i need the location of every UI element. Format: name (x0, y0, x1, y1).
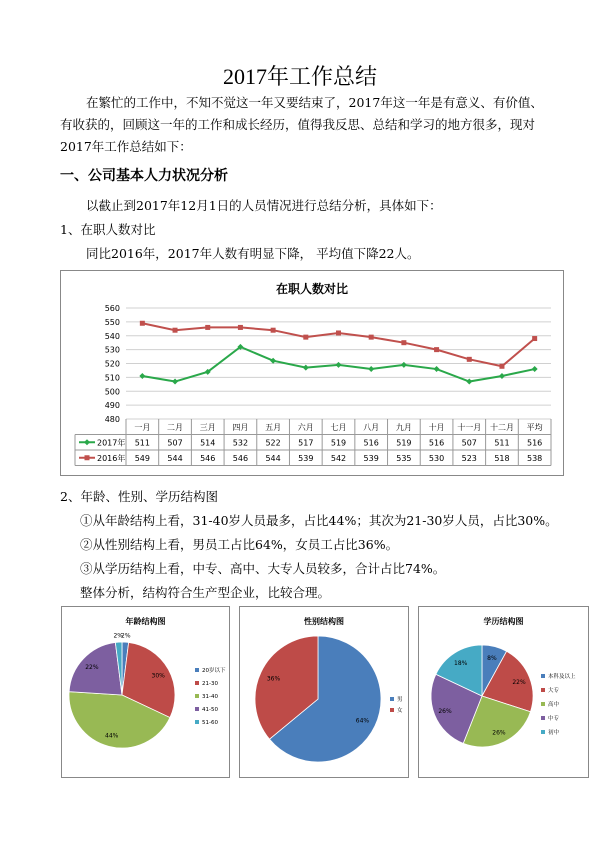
legend-label: 41-50 (202, 707, 218, 713)
data-label: 516 (527, 438, 543, 448)
data-point (467, 357, 472, 362)
data-label: 518 (494, 454, 510, 463)
legend-label: 51-60 (202, 720, 218, 726)
data-point (140, 321, 145, 326)
age-pie-chart (62, 607, 229, 777)
data-point (401, 362, 407, 368)
data-label: 516 (428, 438, 445, 448)
data-point (139, 373, 145, 379)
data-point (466, 379, 472, 385)
slice-label: 64% (355, 717, 370, 725)
gender-pie-chart (240, 607, 408, 777)
y-tick-label: 540 (104, 331, 120, 341)
data-label: 511 (134, 438, 150, 448)
data-label: 507 (461, 438, 477, 448)
x-tick-label: 十一月 (457, 423, 482, 432)
x-tick-label: 平均 (526, 423, 543, 432)
data-label: 546 (200, 454, 216, 463)
slice-label: 2% (113, 632, 123, 640)
data-label: 535 (396, 454, 412, 463)
data-label: 517 (298, 438, 314, 448)
data-label: 538 (527, 454, 543, 463)
x-tick-label: 十二月 (489, 423, 514, 432)
slice-label: 22% (85, 664, 99, 672)
legend-label: 20岁以下 (202, 668, 226, 674)
point-1: ①从年龄结构上看，31-40岁人员最多，占比44%；其次为21-30岁人员，占比30%。 (80, 513, 558, 528)
slice-label: 2% (121, 632, 131, 640)
legend-label: 2017年 (97, 438, 126, 448)
data-point (499, 373, 505, 379)
legend-marker (84, 439, 90, 445)
data-label: 549 (134, 454, 150, 463)
age-pie-frame (61, 606, 230, 778)
x-tick-label: 三月 (199, 423, 216, 432)
data-label: 516 (363, 438, 379, 448)
subheading-1-text: 同比2016年，2017年人数有明显下降， 平均值下降22人。 (86, 246, 420, 261)
legend-label: 大专 (548, 688, 560, 694)
data-point (238, 325, 243, 330)
legend-marker (85, 455, 90, 460)
legend-swatch (390, 708, 394, 712)
legend-swatch (195, 681, 199, 685)
legend-label: 21-30 (202, 681, 218, 687)
chart-title: 性别结构图 (304, 617, 344, 626)
data-label: 530 (428, 454, 445, 463)
data-label: 507 (167, 438, 183, 448)
page-title: 2017年工作总结 (222, 64, 377, 89)
data-point (369, 335, 374, 340)
data-label: 532 (232, 438, 249, 448)
data-point (303, 335, 308, 340)
y-tick-label: 490 (104, 401, 120, 411)
x-tick-label: 五月 (265, 423, 282, 432)
x-tick-label: 九月 (395, 423, 412, 432)
x-tick-label: 四月 (232, 423, 249, 432)
data-label: 522 (265, 438, 281, 448)
legend-swatch (541, 716, 545, 720)
data-point (336, 330, 341, 335)
slice-label: 22% (512, 678, 526, 686)
data-point (172, 379, 178, 385)
legend-label: 女 (397, 708, 403, 714)
data-point (434, 347, 439, 352)
legend-label: 本科及以上 (548, 674, 576, 680)
legend-label: 2016年 (97, 454, 126, 463)
slice-label: 30% (151, 672, 165, 680)
data-label: 519 (396, 438, 412, 448)
chart-title: 在职人数对比 (275, 282, 349, 296)
legend-label: 初中 (548, 730, 560, 736)
y-tick-label: 500 (104, 387, 120, 397)
x-tick-label: 六月 (297, 423, 314, 432)
subheading-2: 2、年龄、性别、学历结构图 (60, 489, 218, 504)
data-label: 542 (330, 454, 347, 463)
section-lead: 以截止到2017年12月1日的人员情况进行总结分析，具体如下： (86, 198, 442, 213)
y-tick-label: 480 (104, 415, 120, 424)
line-chart (61, 271, 563, 475)
intro-paragraph: 在繁忙的工作中，不知不觉这一年又要结束了，2017年这一年是有意义、有价值、有收获的，回顾这一年的工作和成长经历，值得我反思、总结和学习的地方很多，现对2017年工作总结如下： (60, 95, 543, 154)
data-label: 546 (232, 454, 249, 463)
subheading-1: 1、在职人数对比 (60, 222, 156, 237)
gender-pie-frame (239, 606, 409, 778)
data-point (401, 340, 406, 345)
point-2: ②从性别结构上看，男员工占比64%，女员工占比36%。 (80, 537, 399, 552)
data-label: 519 (330, 438, 347, 448)
legend-label: 男 (397, 697, 403, 703)
conclusion: 整体分析，结构符合生产型企业，比较合理。 (80, 585, 331, 600)
x-tick-label: 二月 (167, 423, 184, 432)
data-point (532, 336, 537, 341)
data-point (368, 366, 374, 372)
section-heading: 一、公司基本人力状况分析 (60, 168, 228, 184)
data-label: 523 (461, 454, 477, 463)
series-line (142, 323, 534, 366)
y-tick-label: 520 (104, 359, 120, 369)
data-label: 514 (200, 438, 216, 448)
education-pie-frame (418, 606, 589, 778)
slice-label: 44% (105, 732, 119, 740)
point-3: ③从学历结构上看，中专、高中、大专人员较多，合计占比74%。 (80, 561, 446, 576)
line-chart-frame (60, 270, 564, 476)
legend-swatch (195, 668, 199, 672)
data-label: 539 (363, 454, 379, 463)
education-pie-chart (419, 607, 588, 777)
data-point (173, 328, 178, 333)
legend-label: 高中 (548, 702, 560, 708)
data-point (270, 358, 276, 364)
slice-label: 26% (492, 729, 506, 737)
x-tick-label: 十月 (428, 423, 445, 432)
legend-swatch (390, 697, 394, 701)
data-label: 544 (265, 454, 281, 463)
data-point (303, 365, 309, 371)
data-point (434, 366, 440, 372)
data-point (205, 325, 210, 330)
y-tick-label: 530 (104, 345, 120, 355)
legend-swatch (541, 730, 545, 734)
legend-swatch (195, 707, 199, 711)
chart-title: 年龄结构图 (125, 617, 166, 626)
x-tick-label: 七月 (330, 423, 347, 432)
data-point (336, 362, 342, 368)
legend-swatch (541, 702, 545, 706)
legend-swatch (541, 674, 545, 678)
data-label: 539 (298, 454, 314, 463)
data-point (532, 366, 538, 372)
data-point (271, 328, 276, 333)
legend-label: 中专 (548, 716, 560, 722)
legend-swatch (195, 720, 199, 724)
chart-title: 学历结构图 (483, 617, 524, 626)
slice-label: 18% (454, 659, 468, 667)
slice-label: 8% (487, 654, 497, 662)
legend-label: 31-40 (202, 694, 218, 700)
legend-swatch (541, 688, 545, 692)
slice-label: 26% (438, 708, 452, 716)
data-label: 511 (494, 438, 510, 448)
x-tick-label: 一月 (134, 423, 151, 432)
x-tick-label: 八月 (363, 423, 380, 432)
y-tick-label: 510 (104, 373, 120, 383)
legend-swatch (195, 694, 199, 698)
slice-label: 36% (266, 675, 281, 683)
data-point (499, 364, 504, 369)
y-tick-label: 550 (104, 317, 120, 327)
y-tick-label: 560 (104, 304, 120, 313)
data-label: 544 (167, 454, 183, 463)
